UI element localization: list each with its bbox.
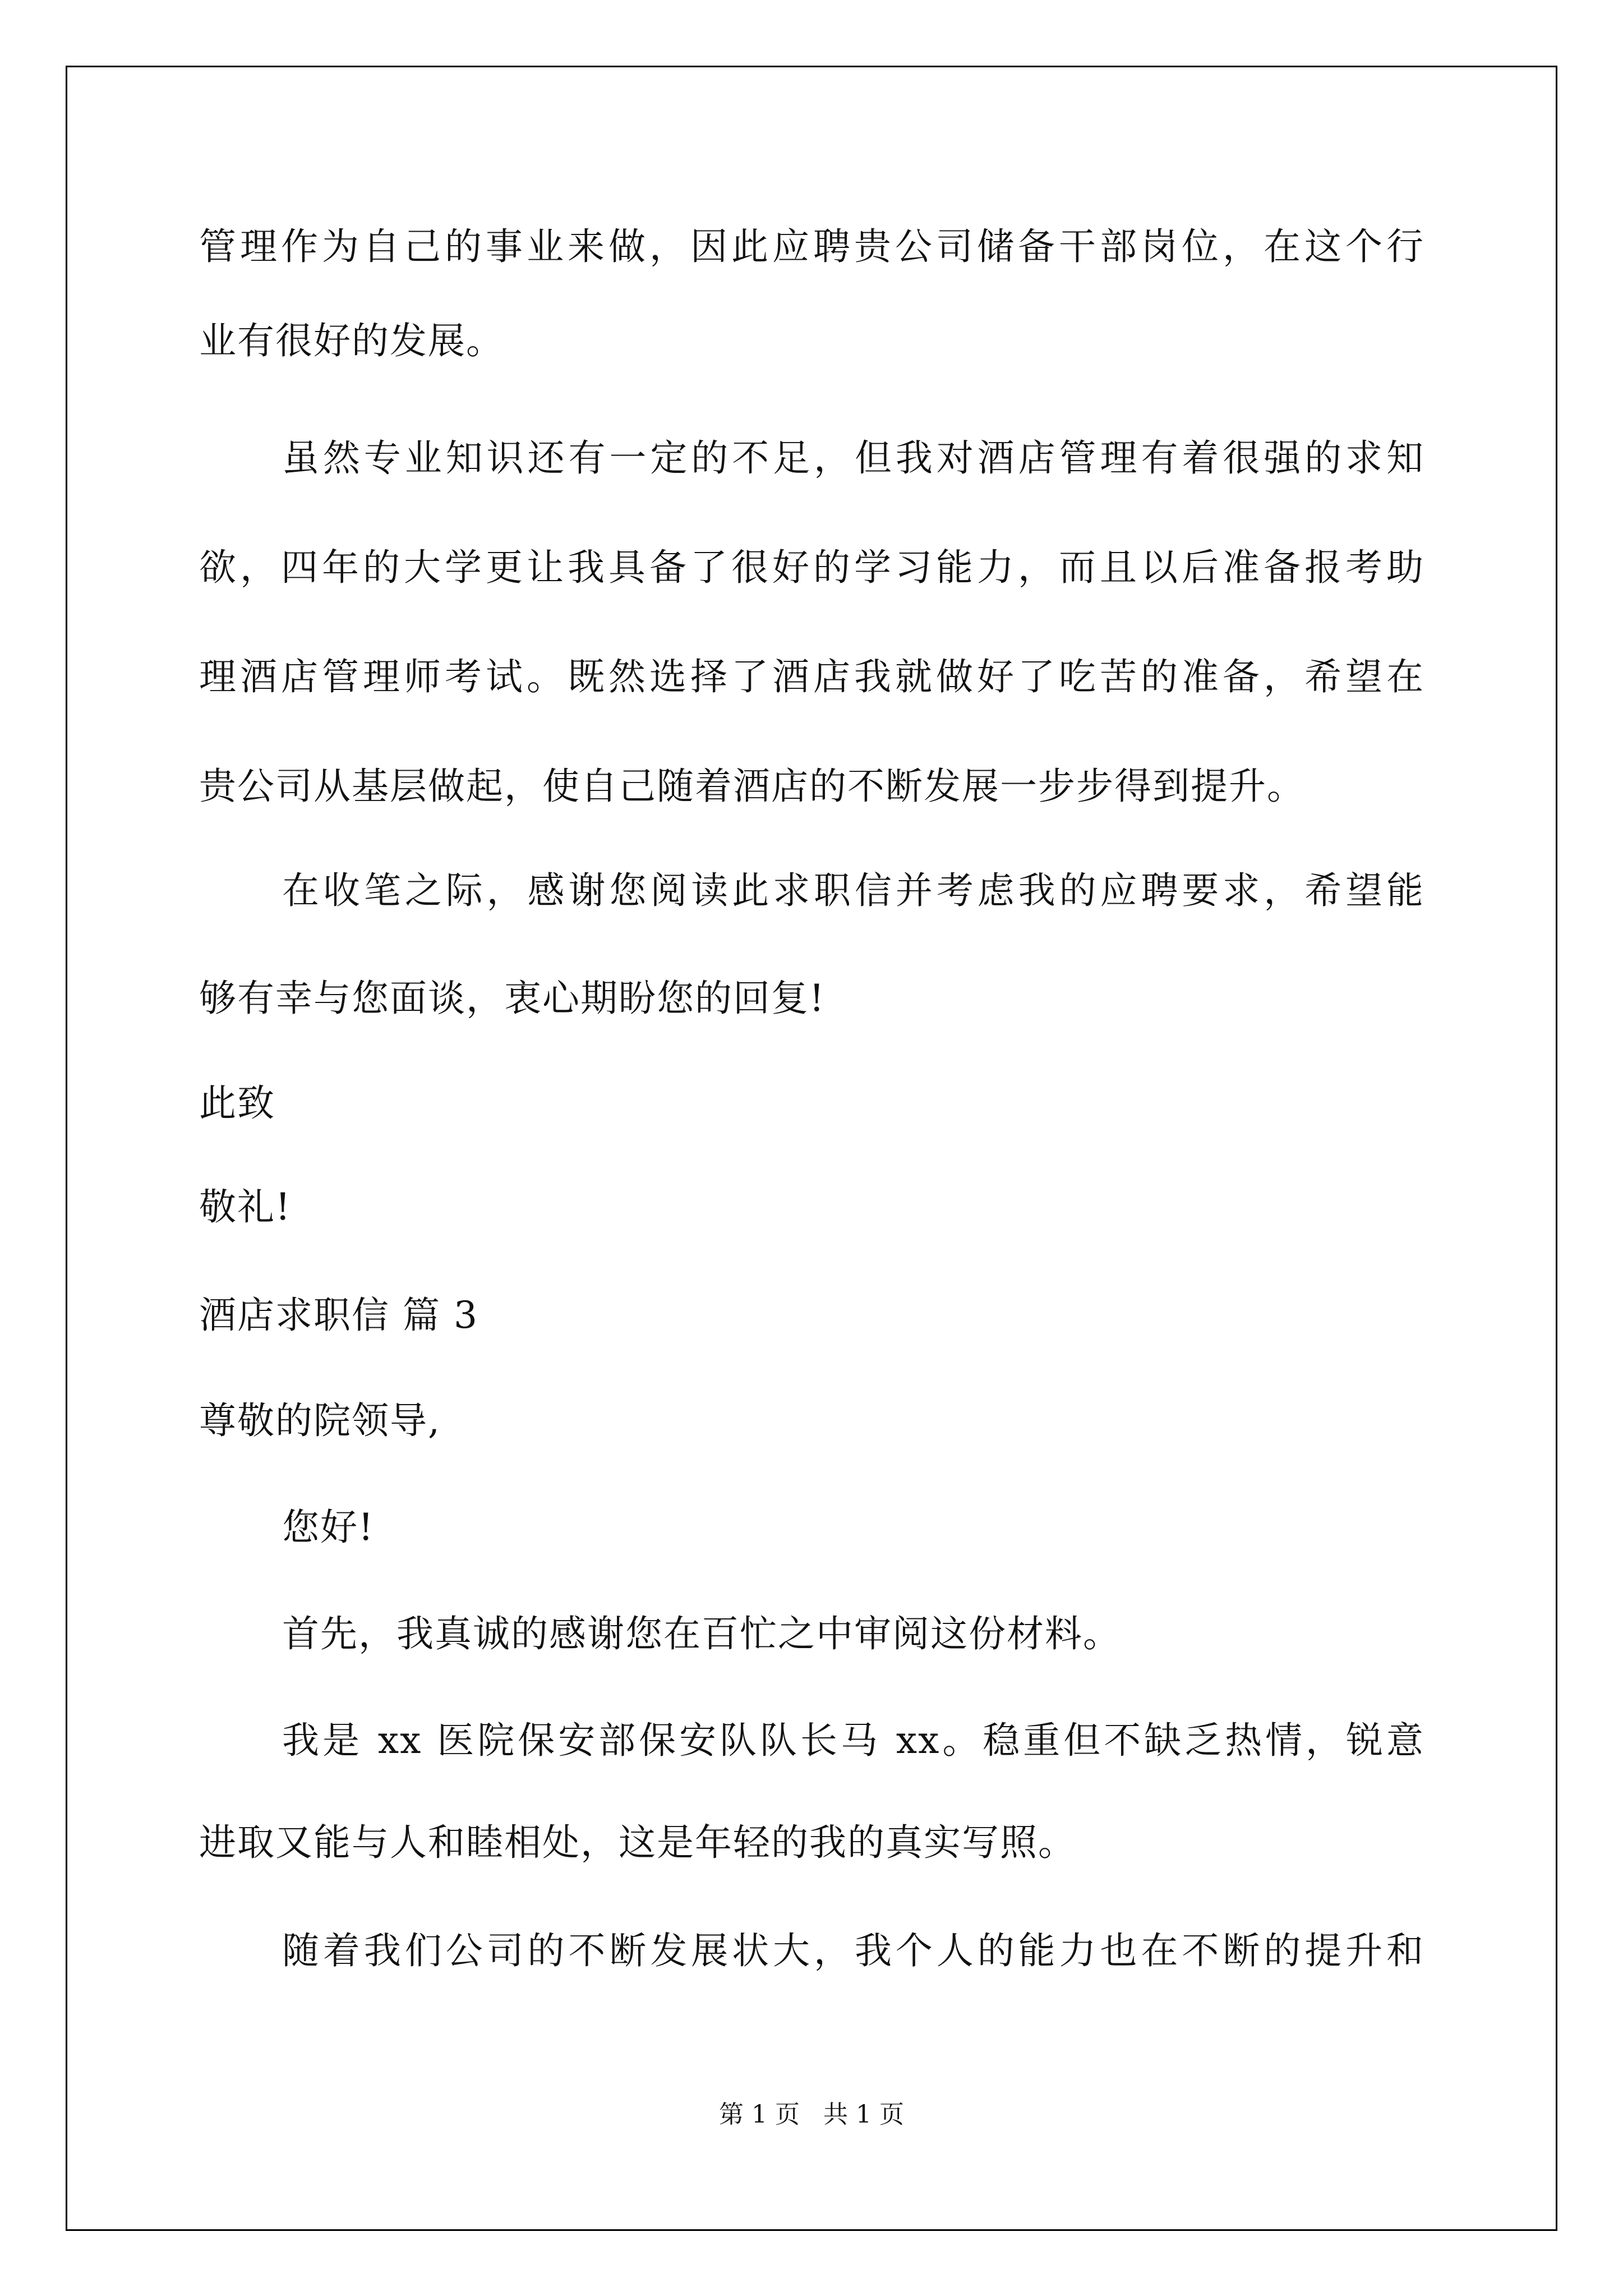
body-line: 贵公司从基层做起，使自己随着酒店的不断发展一步步得到提升。 <box>199 765 1305 808</box>
body-line: 够有幸与您面谈，衷心期盼您的回复! <box>199 977 826 1020</box>
section-heading: 酒店求职信 篇 3 <box>199 1294 478 1337</box>
body-line: 业有很好的发展。 <box>199 319 504 362</box>
letter-addressee: 尊敬的院领导, <box>199 1399 441 1442</box>
body-line: 随着我们公司的不断发展状大，我个人的能力也在不断的提升和 <box>282 1929 1424 1972</box>
closing-regards: 敬礼! <box>199 1185 292 1228</box>
page-number-footer: 第 1 页 共 1 页 <box>719 2100 904 2129</box>
body-line: 首先，我真诚的感谢您在百忙之中审阅这份材料。 <box>282 1612 1121 1655</box>
closing-salutation: 此致 <box>199 1082 275 1125</box>
body-line: 欲，四年的大学更让我具备了很好的学习能力，而且以后准备报考助 <box>199 546 1424 589</box>
body-line: 理酒店管理师考试。既然选择了酒店我就做好了吃苦的准备，希望在 <box>199 655 1424 698</box>
body-line: 我是 xx 医院保安部保安队队长马 xx。稳重但不缺乏热情，锐意 <box>282 1719 1424 1762</box>
page-border <box>66 66 1557 2231</box>
letter-greeting: 您好! <box>282 1506 375 1549</box>
body-line: 虽然专业知识还有一定的不足，但我对酒店管理有着很强的求知 <box>282 436 1424 480</box>
body-line: 进取又能与人和睦相处，这是年轻的我的真实写照。 <box>199 1821 1076 1864</box>
body-line: 在收笔之际，感谢您阅读此求职信并考虑我的应聘要求，希望能 <box>282 869 1424 912</box>
body-line: 管理作为自己的事业来做，因此应聘贵公司储备干部岗位，在这个行 <box>199 225 1424 268</box>
